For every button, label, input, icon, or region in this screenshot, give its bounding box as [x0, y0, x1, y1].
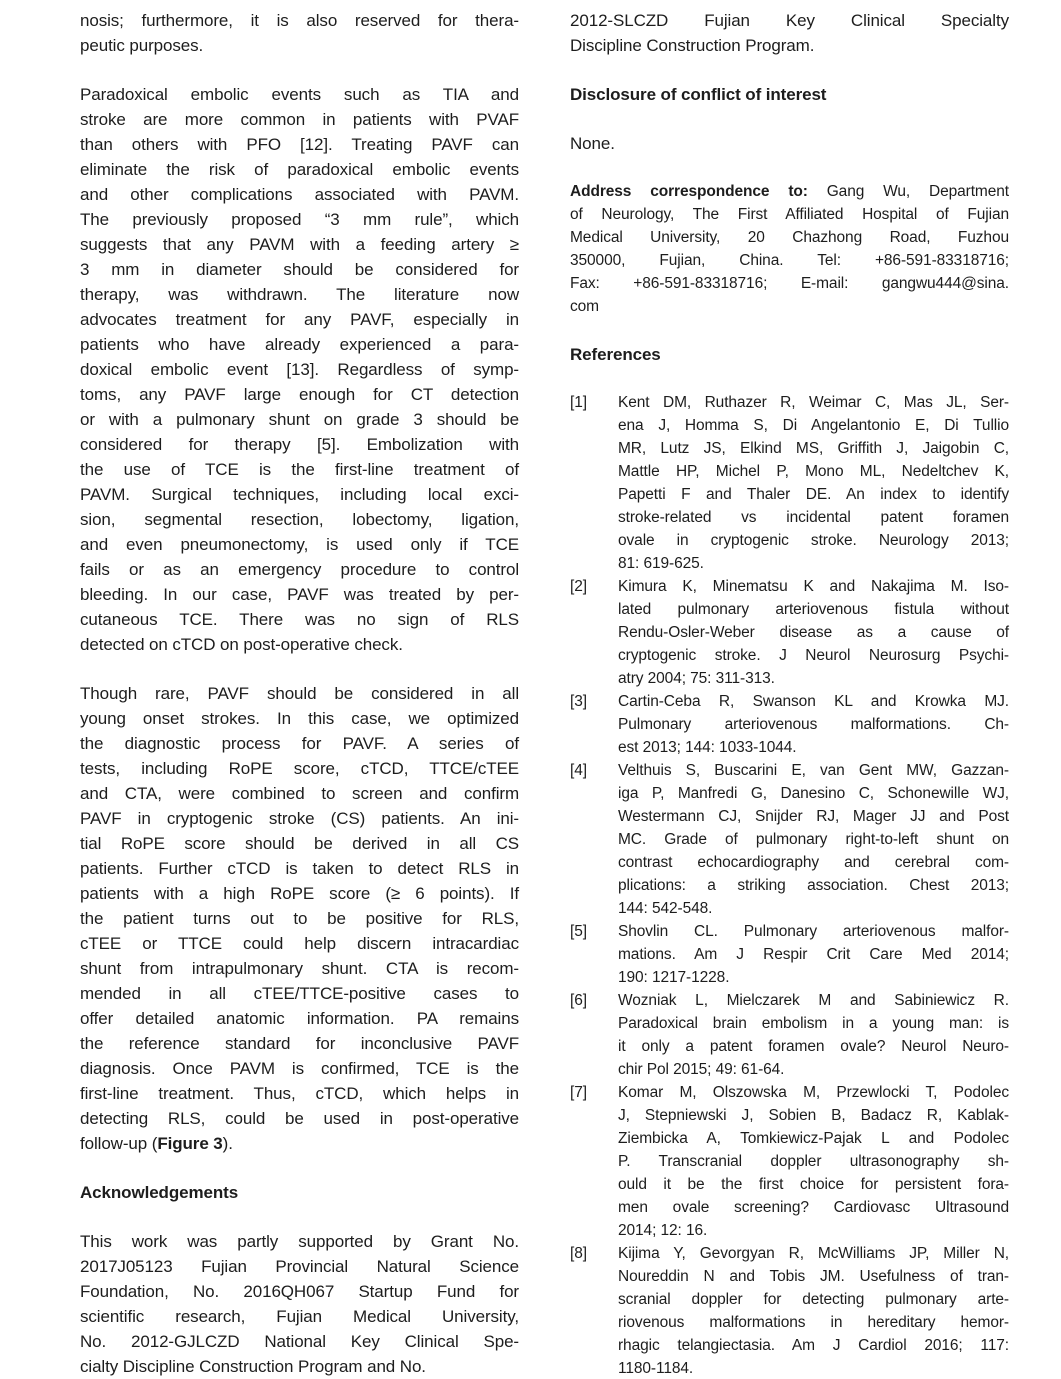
- reference-text: [618, 759, 1009, 920]
- left-column: [80, 8, 519, 1379]
- text-line: Discipline Construction Program.: [570, 36, 815, 55]
- text-line: MR, Lutz JS, Elkind MS, Griffith J, Jaigobin C,: [618, 440, 1009, 457]
- reference-text: [618, 690, 1009, 759]
- text-line: riovenous malformations in hereditary hemor-: [618, 1314, 1009, 1331]
- text-line: and even pneumonectomy, is used only if TCE: [80, 535, 519, 554]
- right-column: [570, 8, 1009, 1379]
- text-line: Papetti F and Thaler DE. An index to identify: [618, 486, 1009, 503]
- text-line: Mattle HP, Michel P, Mono ML, Nedeltchev K,: [618, 463, 1009, 480]
- text-line: shunt from intrapulmonary shunt. CTA is recom-: [80, 959, 519, 978]
- text-line: [80, 1131, 519, 1156]
- text-line: The previously proposed “3 mm rule”, which: [80, 210, 519, 229]
- text-segment: follow-up (: [80, 1134, 158, 1153]
- text-line: or with a pulmonary shunt on grade 3 should be: [80, 410, 519, 429]
- reference-number: [8]: [570, 1245, 587, 1262]
- text-line: ovale in cryptogenic stroke. Neurology 2013;: [618, 532, 1009, 549]
- text-line: tial RoPE score should be derived in all CS: [80, 834, 519, 853]
- text-segment: Gang Wu, Department: [807, 183, 1009, 200]
- text-line: doxical embolic event [13]. Regardless of symp-: [80, 360, 519, 379]
- text-line: stroke are more common in patients with PVAF: [80, 110, 519, 129]
- text-line: 3 mm in diameter should be considered for: [80, 260, 519, 279]
- text-line: Velthuis S, Buscarini E, van Gent MW, Gazzan-: [618, 762, 1009, 779]
- text-line: patients who have already experienced a para-: [80, 335, 519, 354]
- references-heading: References: [570, 345, 661, 364]
- text-line: Wozniak L, Mielczarek M and Sabiniewicz R.: [618, 992, 1009, 1009]
- text-line: PAVF in cryptogenic stroke (CS) patients. An ini-: [80, 809, 519, 828]
- text-line: iga P, Manfredi G, Danesino C, Schonewille WJ,: [618, 785, 1009, 802]
- reference-text: [618, 920, 1009, 989]
- text-line: tests, including RoPE score, cTCD, TTCE/cTEE: [80, 759, 519, 778]
- text-line: therapy, was withdrawn. The literature now: [80, 285, 519, 304]
- disclosure-text: None.: [570, 134, 615, 153]
- text-line: ould it be the first choice for persistent fora-: [618, 1176, 1009, 1193]
- text-line: chir Pol 2015; 49: 61-64.: [618, 1061, 785, 1078]
- paragraph-funding-continuation: [570, 8, 1009, 58]
- text-line: toms, any PAVF large enough for CT detection: [80, 385, 519, 404]
- text-line: men ovale screening? Cardiovasc Ultrasound: [618, 1199, 1009, 1216]
- paragraph-diagnostic-process: [80, 681, 519, 1156]
- paragraph-funding: [80, 1229, 519, 1379]
- text-line: cryptogenic stroke. J Neurol Neurosurg Psychi-: [618, 647, 1009, 664]
- reference-item: [570, 1081, 1009, 1242]
- text-line: cialty Discipline Construction Program and No.: [80, 1357, 426, 1376]
- reference-item: [570, 920, 1009, 989]
- text-line: bleeding. In our case, PAVF was treated by per-: [80, 585, 519, 604]
- text-line: the use of TCE is the first-line treatment of: [80, 460, 519, 479]
- text-line: J, Stepniewski J, Sobien B, Badacz R, Kablak-: [618, 1107, 1009, 1124]
- text-line: 1180-1184.: [618, 1360, 694, 1377]
- reference-number: [1]: [570, 394, 587, 411]
- text-line: est 2013; 144: 1033-1044.: [618, 739, 797, 756]
- text-line: peutic purposes.: [80, 36, 204, 55]
- text-line: first-line treatment. Thus, cTCD, which helps in: [80, 1084, 519, 1103]
- bold-text-segment: Figure 3: [157, 1134, 223, 1153]
- text-line: Ziembicka A, Tomkiewicz-Pajak L and Podolec: [618, 1130, 1009, 1147]
- text-line: the patient turns out to be positive for RLS,: [80, 909, 519, 928]
- text-line: considered for therapy [5]. Embolization with: [80, 435, 519, 454]
- text-line: Pulmonary arteriovenous malformations. Ch-: [618, 716, 1009, 733]
- text-line: young onset strokes. In this case, we optimized: [80, 709, 519, 728]
- text-line: fails or as an emergency procedure to control: [80, 560, 519, 579]
- reference-text: [618, 575, 1009, 690]
- text-line: of Neurology, The First Affiliated Hospital of Fujian: [570, 206, 1009, 223]
- text-line: advocates treatment for any PAVF, especially in: [80, 310, 519, 329]
- paragraph-treatment: [80, 82, 519, 657]
- text-line: P. Transcranial doppler ultrasonography sh-: [618, 1153, 1009, 1170]
- reference-item: [570, 1242, 1009, 1379]
- text-line: 2017J05123 Fujian Provincial Natural Science: [80, 1257, 519, 1276]
- text-line: detecting RLS, could be used in post-operative: [80, 1109, 519, 1128]
- text-line: No. 2012-GJLCZD National Key Clinical Spe-: [80, 1332, 519, 1351]
- text-line: and CTA, were combined to screen and confirm: [80, 784, 519, 803]
- disclosure-heading: Disclosure of conflict of interest: [570, 85, 827, 104]
- text-line: lated pulmonary arteriovenous fistula without: [618, 601, 1009, 618]
- text-line: Noureddin N and Tobis JM. Usefulness of tran-: [618, 1268, 1009, 1285]
- text-line: scientific research, Fujian Medical University,: [80, 1307, 519, 1326]
- reference-item: [570, 759, 1009, 920]
- text-line: contrast echocardiography and cerebral com-: [618, 854, 1009, 871]
- text-line: mended in all cTEE/TTCE-positive cases to: [80, 984, 519, 1003]
- reference-text: [618, 391, 1009, 575]
- text-line: MC. Grade of pulmonary right-to-left shunt on: [618, 831, 1009, 848]
- reference-item: [570, 575, 1009, 690]
- text-line: nosis; furthermore, it is also reserved for thera-: [80, 11, 519, 30]
- reference-item: [570, 989, 1009, 1081]
- text-line: the reference standard for inconclusive PAVF: [80, 1034, 519, 1053]
- text-line: Westermann CJ, Snijder RJ, Mager JJ and Post: [618, 808, 1009, 825]
- reference-item: [570, 391, 1009, 575]
- text-line: [570, 180, 1009, 203]
- acknowledgements-heading: Acknowledgements: [80, 1183, 239, 1202]
- text-line: Kijima Y, Gevorgyan R, McWilliams JP, Miller N,: [618, 1245, 1009, 1262]
- text-line: Foundation, No. 2016QH067 Startup Fund for: [80, 1282, 519, 1301]
- paragraph-continuation: [80, 8, 519, 58]
- text-line: cutaneous TCE. There was no sign of RLS: [80, 610, 519, 629]
- text-line: and other complications associated with PAVM.: [80, 185, 519, 204]
- text-line: ena J, Homma S, Di Angelantonio E, Di Tullio: [618, 417, 1009, 434]
- reference-number: [4]: [570, 762, 587, 779]
- address-correspondence: [570, 180, 1009, 318]
- text-line: mations. Am J Respir Crit Care Med 2014;: [618, 946, 1009, 963]
- text-line: Paradoxical brain embolism in a young man: is: [618, 1015, 1009, 1032]
- references-list: [570, 391, 1009, 1379]
- text-line: Shovlin CL. Pulmonary arteriovenous malfor-: [618, 923, 1009, 940]
- text-line: Cartin-Ceba R, Swanson KL and Krowka MJ.: [618, 693, 1009, 710]
- text-line: Komar M, Olszowska M, Przewlocki T, Podolec: [618, 1084, 1009, 1101]
- text-line: detected on cTCD on post-operative check.: [80, 635, 403, 654]
- reference-number: [7]: [570, 1084, 587, 1101]
- bold-text-segment: Address correspondence to:: [570, 183, 808, 200]
- text-segment: ).: [222, 1134, 233, 1153]
- reference-item: [570, 690, 1009, 759]
- text-line: diagnosis. Once PAVM is confirmed, TCE is the: [80, 1059, 519, 1078]
- text-line: patients. Further cTCD is taken to detect RLS in: [80, 859, 519, 878]
- text-line: Though rare, PAVF should be considered in all: [80, 684, 519, 703]
- text-line: PAVM. Surgical techniques, including local exci-: [80, 485, 519, 504]
- text-line: Rendu-Osler-Weber disease as a cause of: [618, 624, 1009, 641]
- text-line: plications: a striking association. Chest 2013;: [618, 877, 1009, 894]
- text-line: 190: 1217-1228.: [618, 969, 730, 986]
- text-line: patients with a high RoPE score (≥ 6 points). If: [80, 884, 519, 903]
- reference-text: [618, 1081, 1009, 1242]
- reference-number: [5]: [570, 923, 587, 940]
- text-line: sion, segmental resection, lobectomy, ligation,: [80, 510, 519, 529]
- text-line: offer detailed anatomic information. PA remains: [80, 1009, 519, 1028]
- text-line: Kent DM, Ruthazer R, Weimar C, Mas JL, Ser-: [618, 394, 1009, 411]
- text-line: rhagic telangiectasia. Am J Cardiol 2016; 117:: [618, 1337, 1009, 1354]
- text-line: Fax: +86-591-83318716; E-mail: gangwu444@sina.: [570, 275, 1009, 292]
- text-line: 81: 619-625.: [618, 555, 704, 572]
- text-line: it only a patent foramen ovale? Neurol Neuro-: [618, 1038, 1009, 1055]
- text-line: 144: 542-548.: [618, 900, 713, 917]
- text-line: cTEE or TTCE could help discern intracardiac: [80, 934, 519, 953]
- text-line: suggests that any PAVM with a feeding artery ≥: [80, 235, 519, 254]
- text-line: 2012-SLCZD Fujian Key Clinical Specialty: [570, 11, 1009, 30]
- reference-number: [3]: [570, 693, 587, 710]
- reference-text: [618, 989, 1009, 1081]
- text-line: scranial doppler for detecting pulmonary arte-: [618, 1291, 1009, 1308]
- text-line: than others with PFO [12]. Treating PAVF can: [80, 135, 519, 154]
- reference-text: [618, 1242, 1009, 1379]
- text-line: 350000, Fujian, China. Tel: +86-591-83318716;: [570, 252, 1009, 269]
- text-line: the diagnostic process for PAVF. A series of: [80, 734, 519, 753]
- text-line: eliminate the risk of paradoxical embolic events: [80, 160, 519, 179]
- reference-number: [2]: [570, 578, 587, 595]
- text-line: This work was partly supported by Grant No.: [80, 1232, 519, 1251]
- text-line: Paradoxical embolic events such as TIA and: [80, 85, 519, 104]
- text-line: atry 2004; 75: 311-313.: [618, 670, 775, 687]
- text-line: stroke-related vs incidental patent foramen: [618, 509, 1009, 526]
- text-line: 2014; 12: 16.: [618, 1222, 708, 1239]
- reference-number: [6]: [570, 992, 587, 1009]
- text-line: Kimura K, Minematsu K and Nakajima M. Iso-: [618, 578, 1009, 595]
- text-line: Medical University, 20 Chazhong Road, Fuzhou: [570, 229, 1009, 246]
- text-line: com: [570, 298, 599, 315]
